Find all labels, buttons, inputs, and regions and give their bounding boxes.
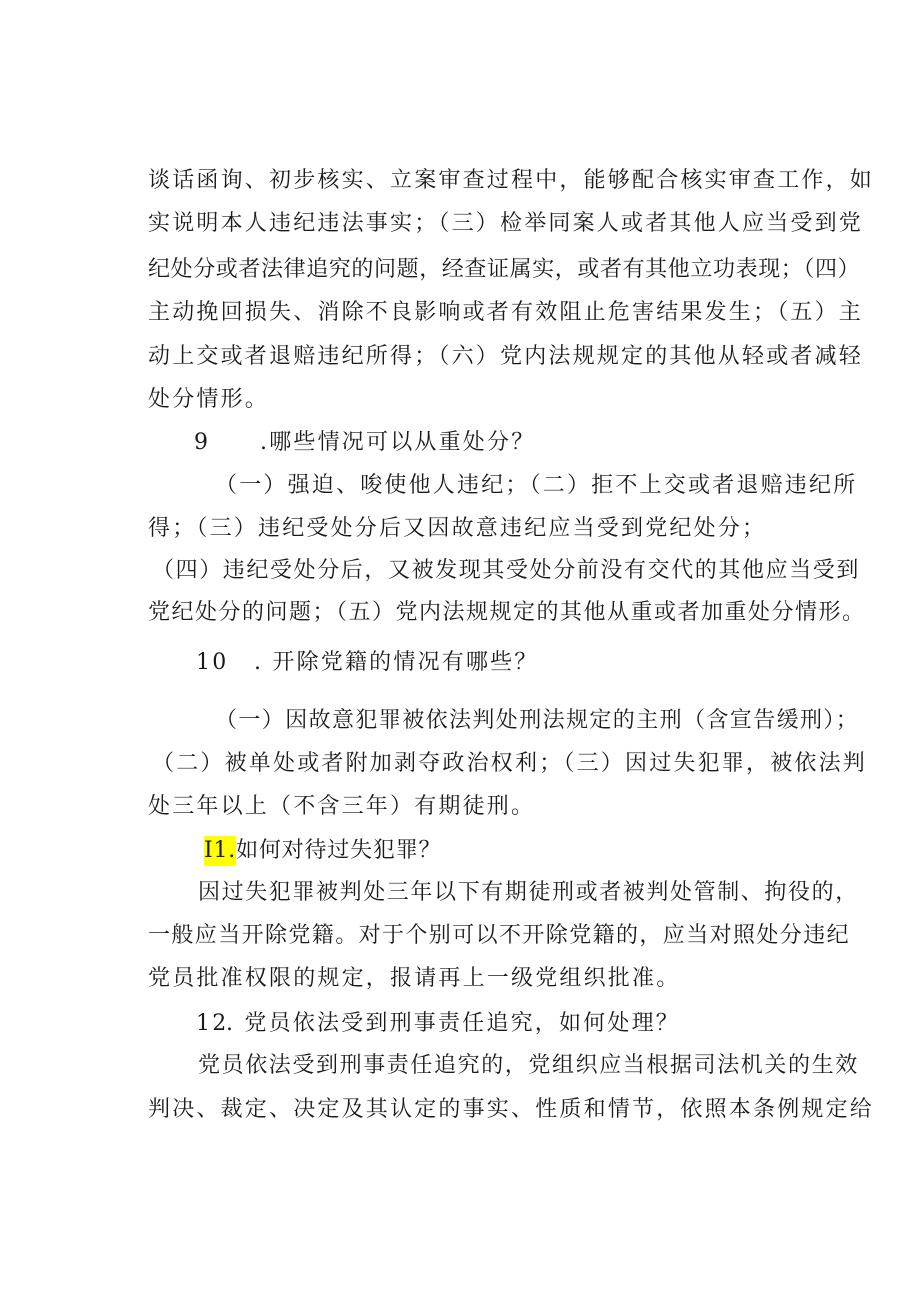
question-text: . 开除党籍的情况有哪些？	[254, 650, 539, 675]
question-text: 如何对待过失犯罪？	[236, 838, 442, 863]
answer-line: 处三年以上（不含三年）有期徒刑。	[148, 794, 536, 819]
answer-line: 得；（三）违纪受处分后又因故意违纪应当受到党纪处分；	[148, 516, 767, 541]
paragraph-line: 动上交或者退赔违纪所得；（六）党内法规规定的其他从轻或者减轻	[148, 344, 864, 369]
question-heading-9	[194, 428, 854, 458]
question-heading-10	[196, 648, 856, 678]
paragraph-line: 处分情形。	[148, 387, 270, 412]
question-number: I1.	[204, 836, 236, 866]
paragraph-line: 纪处分或者法律追究的问题，经查证属实，或者有其他立功表现；（四）	[148, 257, 861, 282]
answer-line: （一）强迫、唆使他人违纪；（二）拒不上交或者退赔违纪所	[215, 473, 858, 498]
question-heading-11	[204, 836, 864, 866]
answer-line: 判决、裁定、决定及其认定的事实、性质和情节，依照本条例规定给	[148, 1097, 875, 1122]
paragraph-line: 谈话函询、初步核实、立案审查过程中，能够配合核实审查工作，如	[148, 168, 875, 193]
paragraph-line: 主动挽回损失、消除不良影响或者有效阻止危害结果发生；（五）主	[148, 300, 864, 325]
answer-line: （二）被单处或者附加剥夺政治权利；（三）因过失犯罪，被依法判	[152, 751, 868, 776]
answer-line: 党员依法受到刑事责任追究的，党组织应当根据司法机关的生效	[198, 1053, 859, 1078]
answer-line: 党员批准权限的规定，报请再上一级党组织批准。	[148, 966, 681, 991]
question-number: 10	[196, 650, 229, 675]
answer-line: 因过失犯罪被判处三年以下有期徒刑或者被判处管制、拘役的，	[198, 880, 859, 905]
answer-line: 党纪处分的问题；（五）党内法规规定的其他从重或者加重处分情形。	[148, 600, 866, 625]
answer-line: （四）违纪受处分后，又被发现其受处分前没有交代的其他应当受到	[152, 558, 861, 583]
answer-line: （一）因故意犯罪被依法判处刑法规定的主刑（含宣告缓刑）；	[215, 708, 860, 733]
question-number: 12	[196, 1011, 229, 1036]
question-text: .哪些情况可以从重处分？	[260, 430, 536, 455]
question-heading-12	[196, 1009, 856, 1039]
paragraph-line: 实说明本人违纪违法事实；（三）检举同案人或者其他人应当受到党	[148, 211, 864, 236]
answer-line: 一般应当开除党籍。对于个别可以不开除党籍的，应当对照处分违纪	[148, 923, 851, 948]
question-number: 9	[194, 430, 211, 455]
question-text: . 党员依法受到刑事责任追究，如何处理？	[226, 1011, 680, 1036]
